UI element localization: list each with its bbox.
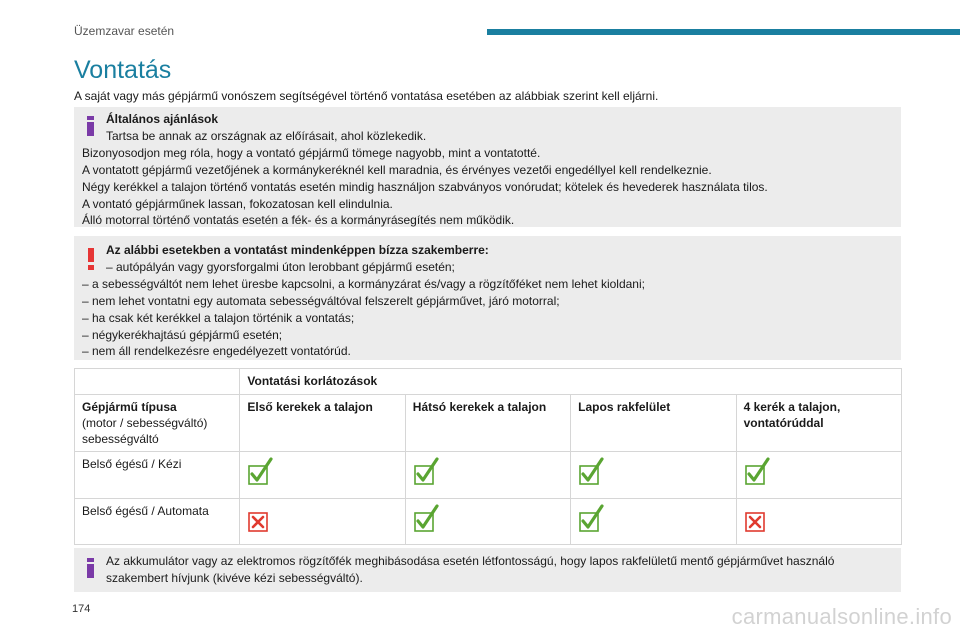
box-line: – nem áll rendelkezésre engedélyezett vontatórúd.: [82, 344, 351, 359]
box-line: – nem lehet vontatni egy automata sebességváltóval felszerelt gépjárművet, járó motorral;: [82, 293, 560, 308]
row-header-sub: sebességváltó: [82, 432, 159, 446]
table-cell: [571, 499, 736, 545]
table-cell: [571, 452, 736, 499]
check-icon: [744, 457, 894, 491]
box-line: A vontatott gépjármű vezetőjének a kormánykeréknél kell maradnia, és érvényes vezetői engedéllyel kell rendelkeznie.: [82, 162, 712, 177]
table-cell: [405, 452, 570, 499]
watermark: carmanualsonline.info: [731, 604, 952, 629]
table-group-header: Vontatási korlátozások: [240, 369, 902, 395]
check-icon: [578, 457, 728, 491]
section-header: Üzemzavar esetén: [74, 24, 175, 38]
check-icon: [247, 457, 397, 491]
box-line: Álló motorral történő vontatás esetén a fék- és a kormányrásegítés nem működik.: [82, 213, 515, 228]
box-line: – négykerékhajtású gépjármű esetén;: [82, 327, 283, 342]
table-row: [75, 499, 902, 545]
column-header: Hátsó kerekek a talajon: [405, 395, 570, 452]
check-icon: [413, 504, 563, 538]
box-heading: Az alábbi esetekben a vontatást mindenképpen bízza szakemberre:: [106, 243, 489, 257]
warning-box: [74, 236, 901, 360]
row-header-sub: (motor / sebességváltó): [82, 416, 208, 430]
page-title: Vontatás: [74, 56, 172, 84]
table-cell: [736, 499, 901, 545]
table-cell: [240, 499, 405, 545]
row-header-cell: [75, 395, 240, 452]
box-line: – ha csak két kerékkel a talajon történik a vontatás;: [82, 310, 355, 325]
battery-note-box: [74, 548, 901, 592]
header-accent-bar: [487, 29, 960, 35]
table-cell: [240, 452, 405, 499]
box-line: szakembert hívjunk (kivéve kézi sebességváltó).: [106, 570, 363, 585]
general-recommendations-box: [74, 107, 901, 227]
box-line: – autópályán vagy gyorsforgalmi úton lerobbant gépjármű esetén;: [106, 259, 455, 274]
column-header: Lapos rakfelület: [571, 395, 736, 452]
check-icon: [578, 504, 728, 538]
cross-icon: [247, 504, 397, 538]
box-heading: Általános ajánlások: [106, 112, 219, 126]
table-cell: [405, 499, 570, 545]
table-corner-cell: [75, 369, 240, 395]
table-row: [75, 452, 902, 499]
row-header-title: Gépjármű típusa: [82, 400, 177, 414]
table-cell: [736, 452, 901, 499]
column-header: 4 kerék a talajon, vontatórúddal: [736, 395, 901, 452]
box-line: Négy kerékkel a talajon történő vontatás esetén mindig használjon szabványos vonórudat; kötelek és hevederek használata tilos.: [82, 179, 768, 194]
column-header: Első kerekek a talajon: [240, 395, 405, 452]
box-line: – a sebességváltót nem lehet üresbe kapcsolni, a kormányzárat és/vagy a rögzítőféket nem lehet kioldani;: [82, 276, 645, 291]
row-label: Belső égésű / Kézi: [75, 452, 240, 499]
box-line: Bizonyosodjon meg róla, hogy a vontató gépjármű tömege nagyobb, mint a vontatotté.: [82, 145, 541, 160]
check-icon: [413, 457, 563, 491]
box-line: A vontató gépjárműnek lassan, fokozatosan kell elindulnia.: [82, 196, 393, 211]
towing-restrictions-table: [74, 368, 902, 545]
page-number: 174: [72, 603, 91, 615]
box-line: Tartsa be annak az országnak az előírásait, ahol közlekedik.: [106, 128, 427, 143]
cross-icon: [744, 504, 894, 538]
intro-text: A saját vagy más gépjármű vonószem segítségével történő vontatása esetében az alábbiak szerint kell eljárni.: [74, 89, 659, 103]
row-label: Belső égésű / Automata: [75, 499, 240, 545]
box-line: Az akkumulátor vagy az elektromos rögzítőfék meghibásodása esetén létfontosságú, hogy lapos rakfelületű mentő gépjárművet használó: [106, 554, 835, 568]
